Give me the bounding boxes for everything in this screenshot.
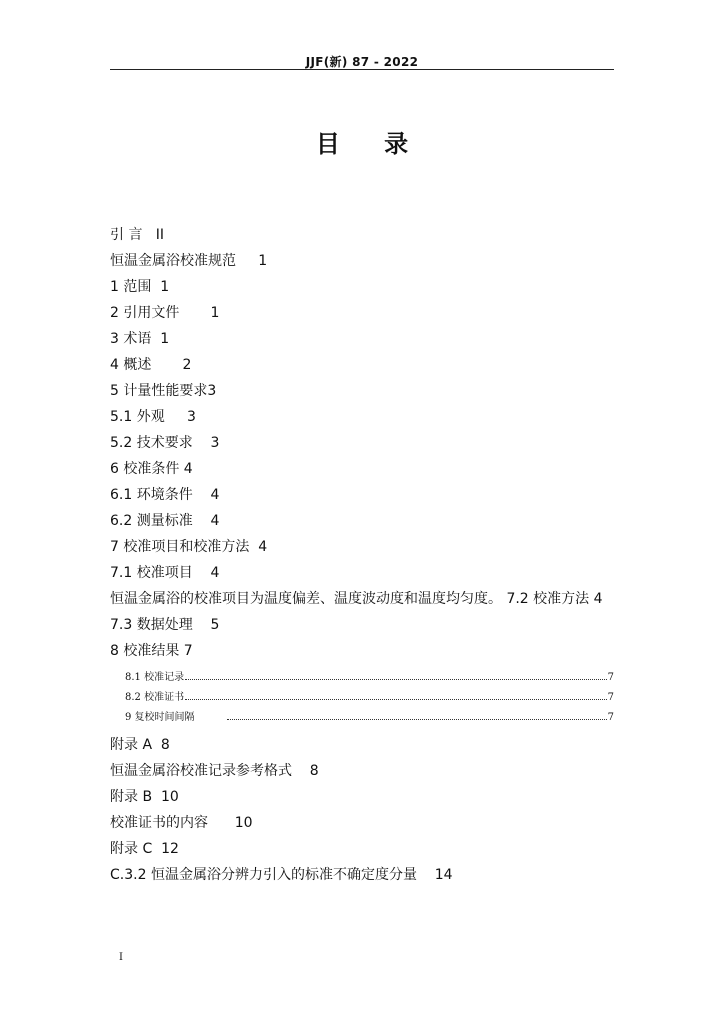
toc-entry-resolution-uncertainty[interactable]: C.3.2 恒温金属浴分辨力引入的标准不确定度分量 14 [110, 867, 453, 883]
toc-page-number: 7 [607, 692, 614, 703]
toc-entry-calibration-certificate[interactable] [110, 688, 614, 708]
toc-entry-record-format[interactable]: 恒温金属浴校准记录参考格式 8 [110, 763, 319, 779]
footer-page-number: I [119, 952, 123, 963]
toc-entry-appendix-a[interactable]: 附录 A 8 [110, 737, 170, 753]
toc-entry-recalibration-interval[interactable] [110, 708, 614, 728]
toc-entry-appendix-c[interactable]: 附录 C 12 [110, 841, 179, 857]
toc-entry-calibration-results[interactable]: 8 校准结果 7 [110, 643, 193, 659]
toc-entry-appearance[interactable]: 5.1 外观 3 [110, 409, 196, 425]
dot-leader [227, 719, 606, 720]
toc-entry-spec-title[interactable]: 恒温金属浴校准规范 1 [110, 253, 268, 269]
toc-entry-items-and-methods[interactable]: 7 校准项目和校准方法 4 [110, 539, 268, 555]
toc-page-number: 7 [607, 672, 614, 683]
toc-entry-certificate-contents[interactable]: 校准证书的内容 10 [110, 815, 253, 831]
toc-entry-data-processing[interactable]: 7.3 数据处理 5 [110, 617, 220, 633]
toc-entry-calibration-record[interactable] [110, 668, 614, 688]
toc-entry-introduction[interactable]: 引 言 II [110, 227, 165, 243]
toc-entry-calibration-conditions[interactable]: 6 校准条件 4 [110, 461, 193, 477]
toc-entry-label: 8.1 校准记录 [125, 672, 185, 683]
toc-entry-environment-conditions[interactable]: 6.1 环境条件 4 [110, 487, 220, 503]
toc-entry-calibration-items[interactable]: 7.1 校准项目 4 [110, 565, 220, 581]
running-header: JJF(新) 87 - 2022 [305, 55, 419, 69]
dot-leader [185, 679, 607, 680]
toc-entry-technical-requirements[interactable]: 5.2 技术要求 3 [110, 435, 220, 451]
toc-entry-label: 8.2 校准证书 [125, 692, 185, 703]
toc-title: 目 录 [315, 130, 427, 158]
toc-entry-scope[interactable]: 1 范围 1 [110, 279, 170, 295]
toc-entry-label: 9 复校时间间隔 [125, 712, 227, 723]
toc-page-number: 7 [607, 712, 614, 723]
toc-entry-terms[interactable]: 3 术语 1 [110, 331, 170, 347]
toc-entry-overview[interactable]: 4 概述 2 [110, 357, 192, 373]
toc-entry-appendix-b[interactable]: 附录 B 10 [110, 789, 179, 805]
toc-entry-measurement-standards[interactable]: 6.2 测量标准 4 [110, 513, 220, 529]
table-of-contents [110, 222, 620, 888]
dot-leader [185, 699, 607, 700]
toc-entry-calibration-method[interactable]: 恒温金属浴的校准项目为温度偏差、温度波动度和温度均匀度。 7.2 校准方法 4 [110, 591, 603, 607]
toc-entry-references[interactable]: 2 引用文件 1 [110, 305, 220, 321]
header-rule [110, 69, 614, 70]
toc-entry-metrological-requirements[interactable]: 5 计量性能要求3 [110, 383, 217, 399]
